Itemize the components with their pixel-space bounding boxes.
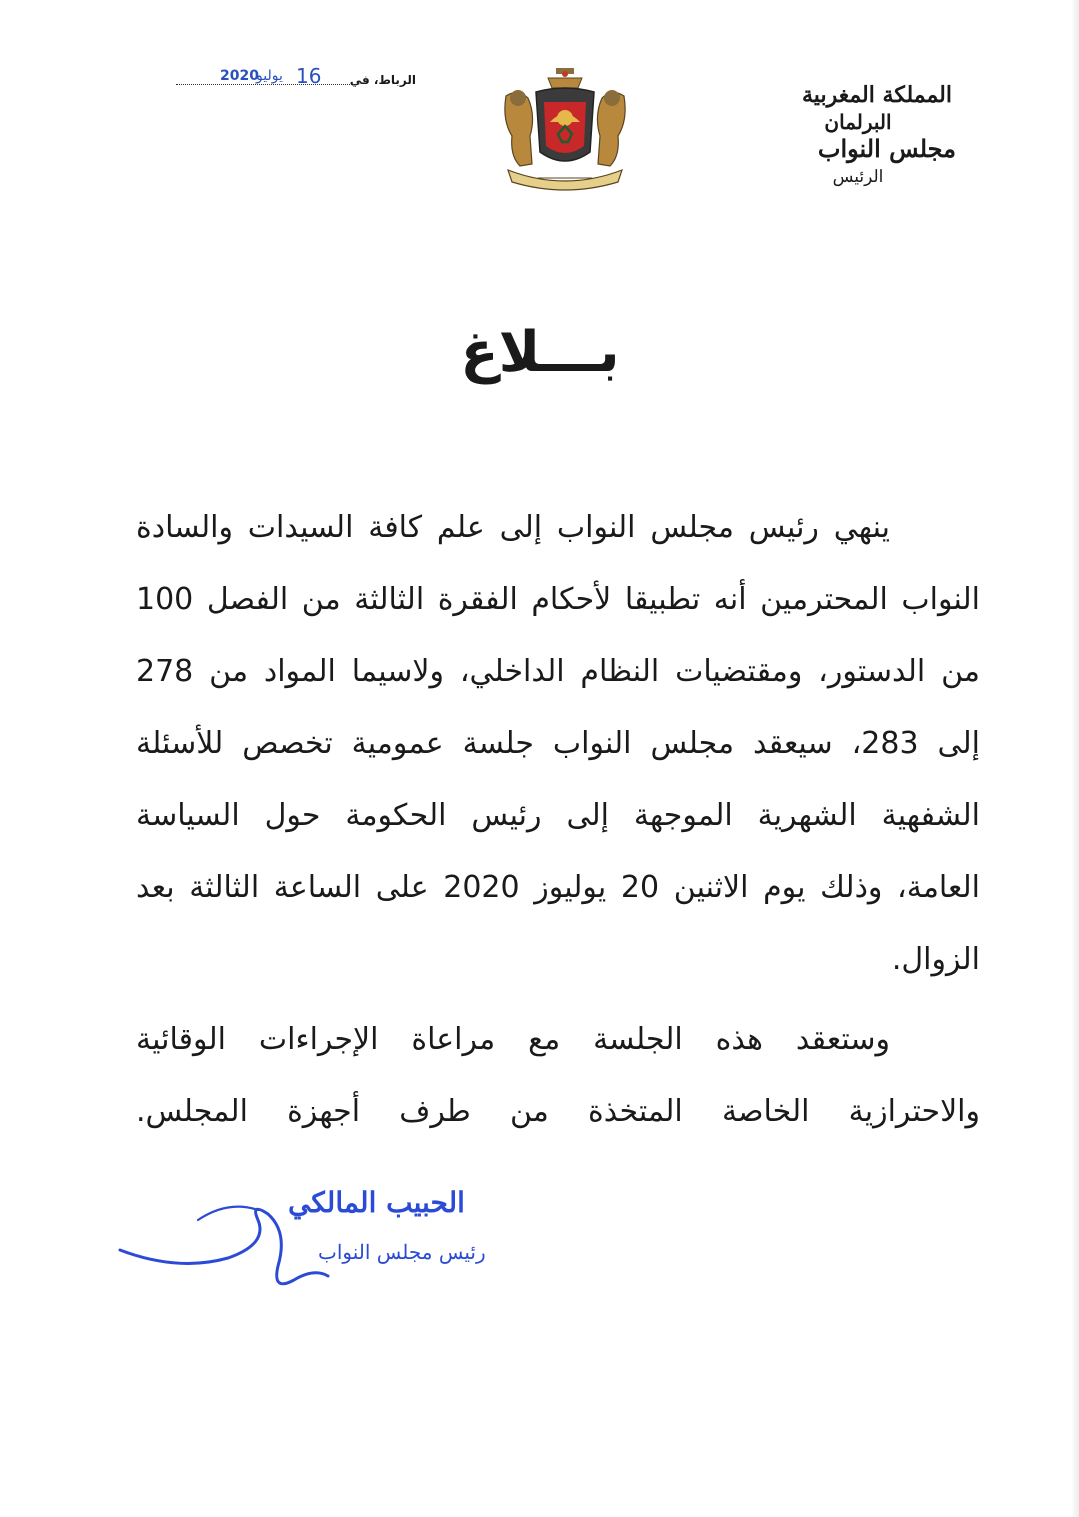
body-line: وستعقد هذه الجلسة مع مراعاة الإجراءات الوقائية [136,1022,890,1057]
president-label: الرئيس [832,167,884,187]
body-line: والاحترازية الخاصة المتخذة من طرف أجهزة المجلس. [136,1094,980,1129]
coat-of-arms-icon [498,66,632,192]
body-line: ينهي رئيس مجلس النواب إلى علم كافة السيدات والسادة [136,510,890,545]
house-label: مجلس النواب [817,134,956,163]
date-month: يوليو [256,68,283,84]
body-line: من الدستور، ومقتضيات النظام الداخلي، ولاسيما المواد من 278 [136,654,980,689]
communique-body [136,498,980,1154]
body-line: إلى 283، سيعقد مجلس النواب جلسة عمومية تخصص للأسئلة [136,726,980,761]
issuer-block [760,82,956,187]
body-line: الشفهية الشهرية الموجهة إلى رئيس الحكومة حول السياسة [136,798,980,833]
parliament-label: البرلمان [824,110,892,134]
signature-block [118,1180,486,1304]
date-dotted-line [176,84,358,85]
body-line: العامة، وذلك يوم الاثنين 20 يوليوز 2020 على الساعة الثالثة بعد [136,870,980,905]
place-label: الرباط، في [349,73,416,87]
page-title: بـــلاغ [460,320,620,385]
page-edge [1071,0,1079,1517]
date-year: 2020 [220,68,259,84]
body-line: الزوال. [891,942,980,977]
signatory-name: الحبيب المالكي [288,1186,465,1219]
kingdom-label: المملكة المغربية [802,82,952,108]
date-line [176,64,416,92]
date-day: 16 [296,64,322,88]
signatory-role: رئيس مجلس النواب [318,1240,486,1264]
body-line: النواب المحترمين أنه تطبيقا لأحكام الفقرة الثالثة من الفصل 100 [136,582,980,617]
